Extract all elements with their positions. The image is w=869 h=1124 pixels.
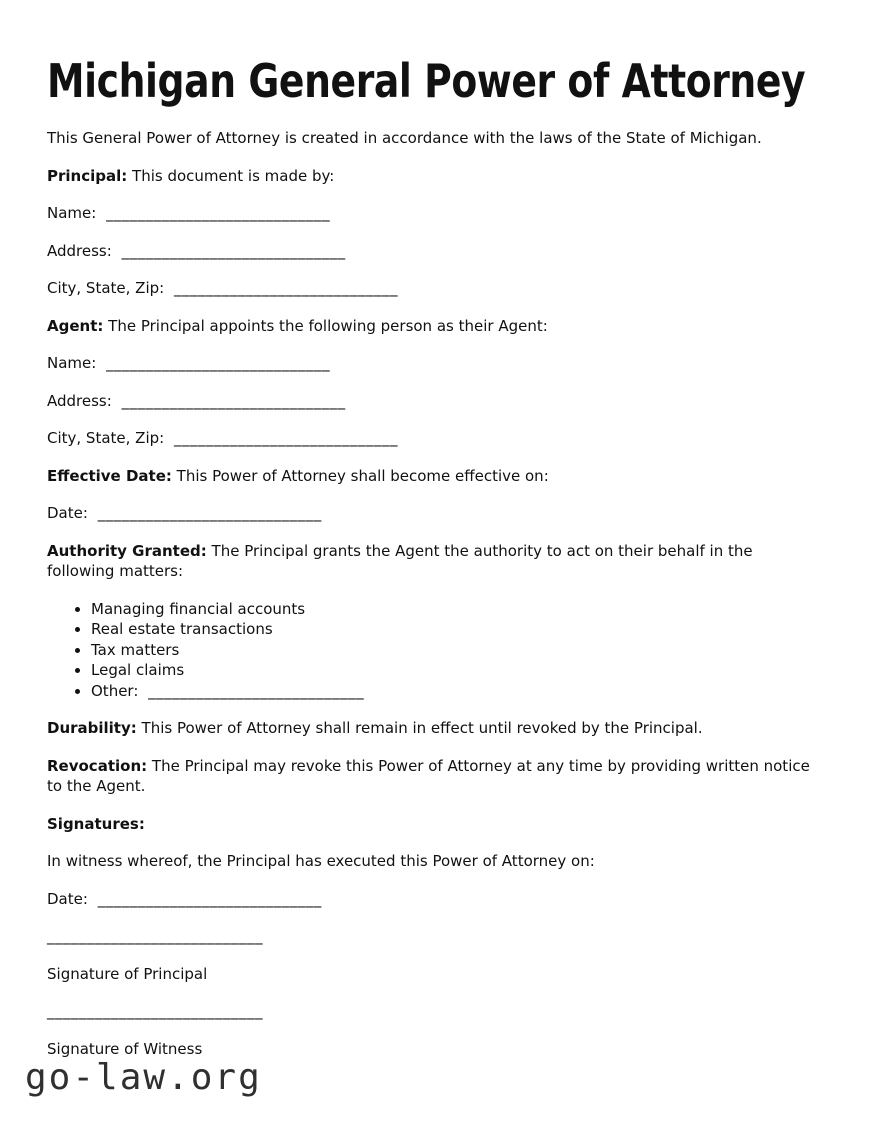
authority-item: • Tax matters <box>91 640 822 661</box>
effective-date-blank[interactable]: ____________________________ <box>97 504 322 522</box>
durability-paragraph <box>47 718 822 739</box>
watermark: go-law.org <box>25 1057 262 1098</box>
effective-date-row <box>47 503 822 524</box>
principal-text: This document is made by: <box>132 166 335 185</box>
principal-heading <box>47 166 822 187</box>
principal-signature-label: Signature of Principal <box>47 964 208 983</box>
principal-address-blank[interactable]: ____________________________ <box>121 241 346 260</box>
revocation-text: The Principal may revoke this Power of Attorney at any time by providing written notice to the Agent. <box>47 756 810 795</box>
agent-heading <box>47 316 822 337</box>
authority-item: • Legal claims <box>91 660 822 681</box>
witness-signature-label: Signature of Witness <box>47 1039 203 1058</box>
signature-date-row <box>47 889 822 910</box>
witness-paragraph: In witness whereof, the Principal has executed this Power of Attorney on: <box>47 852 595 870</box>
authority-other-label: Other: <box>91 681 139 700</box>
authority-heading <box>47 541 822 582</box>
principal-city-state-zip-row <box>47 278 822 299</box>
authority-text: The Principal grants the Agent the authority to act on their behalf in the following matters: <box>47 541 753 580</box>
authority-label: Authority Granted: <box>47 541 207 560</box>
agent-address-blank[interactable]: ____________________________ <box>121 391 346 410</box>
agent-label: Agent: <box>47 316 104 335</box>
revocation-paragraph <box>47 756 822 797</box>
durability-text: This Power of Attorney shall remain in effect until revoked by the Principal. <box>141 719 703 737</box>
page-title-text: Michigan General Power of Attorney <box>47 54 806 108</box>
principal-label: Principal: <box>47 166 128 185</box>
authority-item-other <box>91 681 822 702</box>
authority-list <box>47 599 822 702</box>
authority-item: • Managing financial accounts <box>91 599 822 620</box>
principal-signature-line[interactable]: ___________________________ <box>47 927 263 945</box>
effective-date-heading <box>47 466 822 487</box>
page-title <box>47 54 822 108</box>
signatures-heading <box>47 814 822 835</box>
agent-address-row <box>47 391 822 412</box>
effective-date-label: Effective Date: <box>47 466 172 485</box>
agent-name-row <box>47 353 822 374</box>
principal-city-state-zip-blank[interactable]: ____________________________ <box>173 279 398 297</box>
principal-name-blank[interactable]: ____________________________ <box>106 204 331 222</box>
agent-city-state-zip-blank[interactable]: ____________________________ <box>173 429 398 447</box>
agent-text: The Principal appoints the following person as their Agent: <box>108 316 548 335</box>
agent-address-label: Address: <box>47 391 112 410</box>
authority-item: • Real estate transactions <box>91 619 822 640</box>
revocation-label: Revocation: <box>47 756 148 775</box>
authority-other-blank[interactable]: ___________________________ <box>148 681 365 700</box>
agent-name-blank[interactable]: ____________________________ <box>106 354 331 372</box>
signatures-label: Signatures: <box>47 814 145 833</box>
effective-date-field-label: Date: <box>47 504 88 522</box>
agent-city-state-zip-label: City, State, Zip: <box>47 429 165 447</box>
agent-city-state-zip-row <box>47 428 822 449</box>
principal-name-label: Name: <box>47 204 97 222</box>
agent-name-label: Name: <box>47 354 97 372</box>
principal-address-label: Address: <box>47 241 112 260</box>
durability-label: Durability: <box>47 719 137 737</box>
signature-date-label: Date: <box>47 889 88 908</box>
effective-date-text: This Power of Attorney shall become effective on: <box>176 466 549 485</box>
principal-name-row <box>47 203 822 224</box>
principal-address-row <box>47 241 822 262</box>
witness-signature-line[interactable]: ___________________________ <box>47 1002 263 1020</box>
principal-city-state-zip-label: City, State, Zip: <box>47 279 165 297</box>
intro-paragraph: This General Power of Attorney is created in accordance with the laws of the State of Michigan. <box>47 129 762 147</box>
signature-date-blank[interactable]: ____________________________ <box>97 889 322 908</box>
